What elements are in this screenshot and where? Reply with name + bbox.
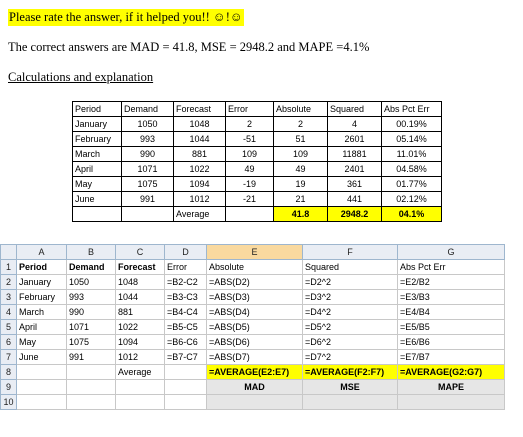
row-header[interactable]: 10 [1,395,17,410]
table-cell: June [73,192,122,207]
table-cell: -19 [226,177,274,192]
sheet-cell[interactable]: 1094 [116,335,165,350]
sheet-cell[interactable]: =D5^2 [303,320,398,335]
mse-value: 2948.2 [328,207,382,222]
table-row [73,162,442,177]
table-cell: 51 [274,132,328,147]
sheet-cell[interactable]: May [17,335,67,350]
mape-value: 04.1% [382,207,442,222]
table-cell: 1050 [122,117,174,132]
sheet-cell[interactable]: =ABS(D3) [207,290,303,305]
sheet-cell[interactable]: =ABS(D6) [207,335,303,350]
sheet-cell[interactable] [67,380,116,395]
column-header-b[interactable]: B [67,245,116,260]
sheet-row [1,380,505,395]
header-cell: Demand [122,102,174,117]
sheet-cell[interactable]: =D4^2 [303,305,398,320]
sheet-cell[interactable] [165,395,207,410]
table-cell: 01.77% [382,177,442,192]
column-header-a[interactable]: A [17,245,67,260]
sheet-cell[interactable]: =ABS(D4) [207,305,303,320]
sheet-cell[interactable]: 1022 [116,320,165,335]
sheet-cell[interactable]: 1044 [116,290,165,305]
sheet-cell[interactable]: =B7-C7 [165,350,207,365]
sheet-cell[interactable]: =B6-C6 [165,335,207,350]
table-cell: 1048 [174,117,226,132]
sheet-cell[interactable]: =E4/B4 [398,305,505,320]
column-header-e[interactable]: E [207,245,303,260]
sheet-cell[interactable] [207,395,303,410]
sheet-cell[interactable]: =D6^2 [303,335,398,350]
column-header-g[interactable]: G [398,245,505,260]
table-cell: 19 [274,177,328,192]
sheet-cell[interactable]: =ABS(D2) [207,275,303,290]
average-label: Average [174,207,226,222]
row-header[interactable]: 3 [1,290,17,305]
sheet-cell[interactable]: 881 [116,305,165,320]
table-cell: 1012 [174,192,226,207]
table-cell [226,207,274,222]
column-header-c[interactable]: C [116,245,165,260]
sheet-cell[interactable]: June [17,350,67,365]
sheet-cell[interactable] [116,395,165,410]
table-cell: 2401 [328,162,382,177]
sheet-row [1,290,505,305]
sheet-row [1,350,505,365]
sheet-row [1,260,505,275]
table-cell: 49 [274,162,328,177]
sheet-cell[interactable]: Absolute [207,260,303,275]
sheet-cell[interactable] [303,395,398,410]
row-header[interactable]: 6 [1,335,17,350]
sheet-row [1,305,505,320]
sheet-row [1,335,505,350]
sheet-cell[interactable]: =E7/B7 [398,350,505,365]
table-cell: February [73,132,122,147]
sheet-cell[interactable] [17,380,67,395]
table-cell: 02.12% [382,192,442,207]
sheet-cell[interactable]: =E3/B3 [398,290,505,305]
mad-label-cell[interactable]: MAD [207,380,303,395]
sheet-cell[interactable]: March [17,305,67,320]
table-cell: 2601 [328,132,382,147]
sheet-cell[interactable] [17,365,67,380]
sheet-cell[interactable]: January [17,275,67,290]
sheet-cell[interactable]: February [17,290,67,305]
table-cell: 881 [174,147,226,162]
table-cell: 1094 [174,177,226,192]
sheet-cell[interactable]: Demand [67,260,116,275]
sheet-cell[interactable]: =E6/B6 [398,335,505,350]
mse-formula-cell[interactable]: =AVERAGE(F2:F7) [303,365,398,380]
rating-banner: Please rate the answer, if it helped you!! ☺!☺ [9,10,243,24]
sheet-cell[interactable]: =ABS(D7) [207,350,303,365]
mape-label-cell[interactable]: MAPE [398,380,505,395]
row-header[interactable]: 9 [1,380,17,395]
header-cell: Squared [328,102,382,117]
results-table [72,101,442,222]
sheet-cell[interactable] [67,395,116,410]
sheet-cell[interactable] [398,395,505,410]
row-header[interactable]: 2 [1,275,17,290]
row-header[interactable]: 7 [1,350,17,365]
section-heading: Calculations and explanation [8,70,154,84]
table-row [73,117,442,132]
sheet-cell[interactable]: 993 [67,290,116,305]
table-row [73,132,442,147]
table-cell: 1071 [122,162,174,177]
table-cell: January [73,117,122,132]
sheet-cell[interactable]: =D2^2 [303,275,398,290]
sheet-cell[interactable]: 1075 [67,335,116,350]
results-header-row [73,102,442,117]
sheet-row [1,365,505,380]
sheet-cell[interactable]: =B2-C2 [165,275,207,290]
sheet-cell[interactable]: 1050 [67,275,116,290]
sheet-cell[interactable]: 990 [67,305,116,320]
column-header-row [1,245,505,260]
sheet-cell[interactable]: =E5/B5 [398,320,505,335]
table-cell: 2 [274,117,328,132]
table-cell [73,207,122,222]
header-cell: Forecast [174,102,226,117]
table-cell: 109 [274,147,328,162]
table-cell: -21 [226,192,274,207]
sheet-cell[interactable] [67,365,116,380]
sheet-cell[interactable]: =ABS(D5) [207,320,303,335]
table-cell: 04.58% [382,162,442,177]
row-header[interactable]: 5 [1,320,17,335]
sheet-cell[interactable]: =B3-C3 [165,290,207,305]
sheet-cell[interactable]: Period [17,260,67,275]
sheet-cell[interactable] [17,395,67,410]
answers-summary: The correct answers are MAD = 41.8, MSE = 2948.2 and MAPE =4.1% [8,40,370,54]
sheet-cell[interactable]: =D7^2 [303,350,398,365]
sheet-cell[interactable]: 1071 [67,320,116,335]
sheet-cell[interactable]: Forecast [116,260,165,275]
table-cell: 2 [226,117,274,132]
table-cell: 00.19% [382,117,442,132]
table-cell: 21 [274,192,328,207]
table-cell: 991 [122,192,174,207]
table-cell: 11.01% [382,147,442,162]
sheet-cell[interactable]: =B5-C5 [165,320,207,335]
table-cell: 109 [226,147,274,162]
mape-formula-cell[interactable]: =AVERAGE(G2:G7) [398,365,505,380]
sheet-cell[interactable]: Average [116,365,165,380]
spreadsheet-grid [0,244,505,410]
sheet-cell[interactable]: 991 [67,350,116,365]
table-cell: 4 [328,117,382,132]
mse-label-cell[interactable]: MSE [303,380,398,395]
sheet-cell[interactable]: Squared [303,260,398,275]
sheet-row [1,395,505,410]
table-cell: 05.14% [382,132,442,147]
row-header[interactable]: 4 [1,305,17,320]
table-cell: April [73,162,122,177]
table-row [73,177,442,192]
sheet-cell[interactable]: 1012 [116,350,165,365]
column-header-f[interactable]: F [303,245,398,260]
header-cell: Period [73,102,122,117]
sheet-cell[interactable]: =D3^2 [303,290,398,305]
row-header[interactable]: 8 [1,365,17,380]
table-cell: 11881 [328,147,382,162]
table-cell [122,207,174,222]
header-cell: Error [226,102,274,117]
table-cell: 1044 [174,132,226,147]
mad-formula-cell[interactable]: =AVERAGE(E2:E7) [207,365,303,380]
sheet-cell[interactable] [165,365,207,380]
mad-value: 41.8 [274,207,328,222]
table-cell: 990 [122,147,174,162]
row-header[interactable]: 1 [1,260,17,275]
sheet-cell[interactable] [116,380,165,395]
column-header-d[interactable]: D [165,245,207,260]
table-cell: 1022 [174,162,226,177]
table-cell: March [73,147,122,162]
table-cell: 361 [328,177,382,192]
sheet-cell[interactable]: 1048 [116,275,165,290]
table-cell: 441 [328,192,382,207]
sheet-row [1,320,505,335]
sheet-cell[interactable]: April [17,320,67,335]
sheet-cell[interactable] [165,380,207,395]
table-cell: -51 [226,132,274,147]
table-cell: 993 [122,132,174,147]
table-row [73,147,442,162]
table-row [73,192,442,207]
sheet-cell[interactable]: Abs Pct Err [398,260,505,275]
sheet-cell[interactable]: =B4-C4 [165,305,207,320]
sheet-row [1,275,505,290]
table-cell: 1075 [122,177,174,192]
sheet-cell[interactable]: =E2/B2 [398,275,505,290]
table-cell: 49 [226,162,274,177]
header-cell: Absolute [274,102,328,117]
average-row [73,207,442,222]
sheet-cell[interactable]: Error [165,260,207,275]
select-all-corner[interactable] [1,245,17,260]
table-cell: May [73,177,122,192]
header-cell: Abs Pct Err [382,102,442,117]
